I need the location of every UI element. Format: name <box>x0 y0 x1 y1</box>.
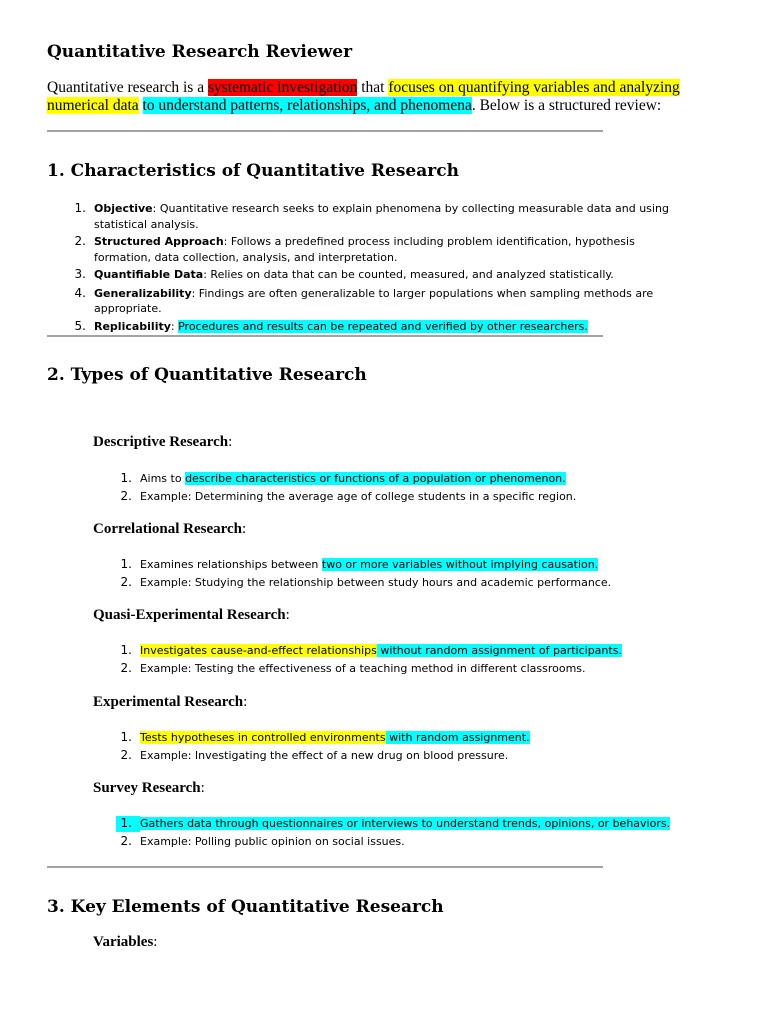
intro-text: Quantitative research is a <box>47 79 208 96</box>
intro-text <box>139 97 143 114</box>
list-item: 1. Examines relationships between two or more variables without implying causation. <box>120 557 599 571</box>
intro-text: . Below is a structured review: <box>471 97 662 114</box>
section-heading-types: 2. Types of Quantitative Research <box>47 365 367 385</box>
subheading-variables: Variables: <box>93 934 158 950</box>
intro-highlight-yellow: focuses on quantifying variables and analyzing numerical data <box>47 79 680 114</box>
intro-highlight-red: systematic investigation <box>207 79 358 96</box>
characteristics-list <box>70 201 690 334</box>
subheading-descriptive: Descriptive Research: <box>93 434 233 450</box>
intro-text: that <box>357 79 389 96</box>
intro-paragraph <box>47 79 707 115</box>
list-item: 4. Generalizability: Findings are often generalizable to larger populations when sampling methods are appropriate. <box>74 285 654 315</box>
section-heading-characteristics: 1. Characteristics of Quantitative Research <box>47 161 459 181</box>
horizontal-rule <box>47 130 603 132</box>
horizontal-rule <box>47 335 603 337</box>
experimental-list <box>116 730 716 763</box>
horizontal-rule <box>47 866 603 868</box>
intro-highlight-cyan: to understand patterns, relationships, and phenomena <box>142 97 472 114</box>
document-title: Quantitative Research Reviewer <box>47 42 353 62</box>
list-item: 2. Example: Polling public opinion on social issues. <box>120 833 405 848</box>
list-item: 5. Replicability: Procedures and results can be repeated and verified by other researchers. <box>74 318 588 333</box>
list-item: 1. Aims to describe characteristics or functions of a population or phenomenon. <box>120 471 566 485</box>
list-item: 1. Objective: Quantitative research seeks to explain phenomena by collecting measurable data and using statistical analysis. <box>74 201 669 231</box>
descriptive-list <box>116 471 716 504</box>
subheading-experimental: Experimental Research: <box>93 694 248 710</box>
list-item: 2. Structured Approach: Follows a predefined process including problem identification, hypothesis formation, data collection, analysis, and interpretation. <box>74 234 635 264</box>
subheading-correlational: Correlational Research: <box>93 521 247 537</box>
list-item: 2. Example: Studying the relationship between study hours and academic performance. <box>120 574 612 589</box>
correlational-list <box>116 557 716 590</box>
list-item: 2. Example: Investigating the effect of a new drug on blood pressure. <box>120 747 509 762</box>
quasi-experimental-list <box>116 643 716 676</box>
list-item: 1. Tests hypotheses in controlled environments with random assignment. <box>120 730 530 744</box>
list-item: 1. Gathers data through questionnaires or interviews to understand trends, opinions, or behaviors. <box>116 816 736 832</box>
survey-list <box>116 816 736 849</box>
section-heading-key-elements: 3. Key Elements of Quantitative Research <box>47 897 444 917</box>
subheading-quasi-experimental: Quasi-Experimental Research: <box>93 607 290 623</box>
list-item: 2. Example: Testing the effectiveness of a teaching method in different classrooms. <box>120 660 586 675</box>
subheading-survey: Survey Research: <box>93 780 205 796</box>
list-item: 1. Investigates cause-and-effect relationships without random assignment of participants. <box>120 643 622 657</box>
list-item: 3. Quantifiable Data: Relies on data that can be counted, measured, and analyzed statistically. <box>74 267 614 281</box>
list-item: 2. Example: Determining the average age of college students in a specific region. <box>120 488 577 503</box>
